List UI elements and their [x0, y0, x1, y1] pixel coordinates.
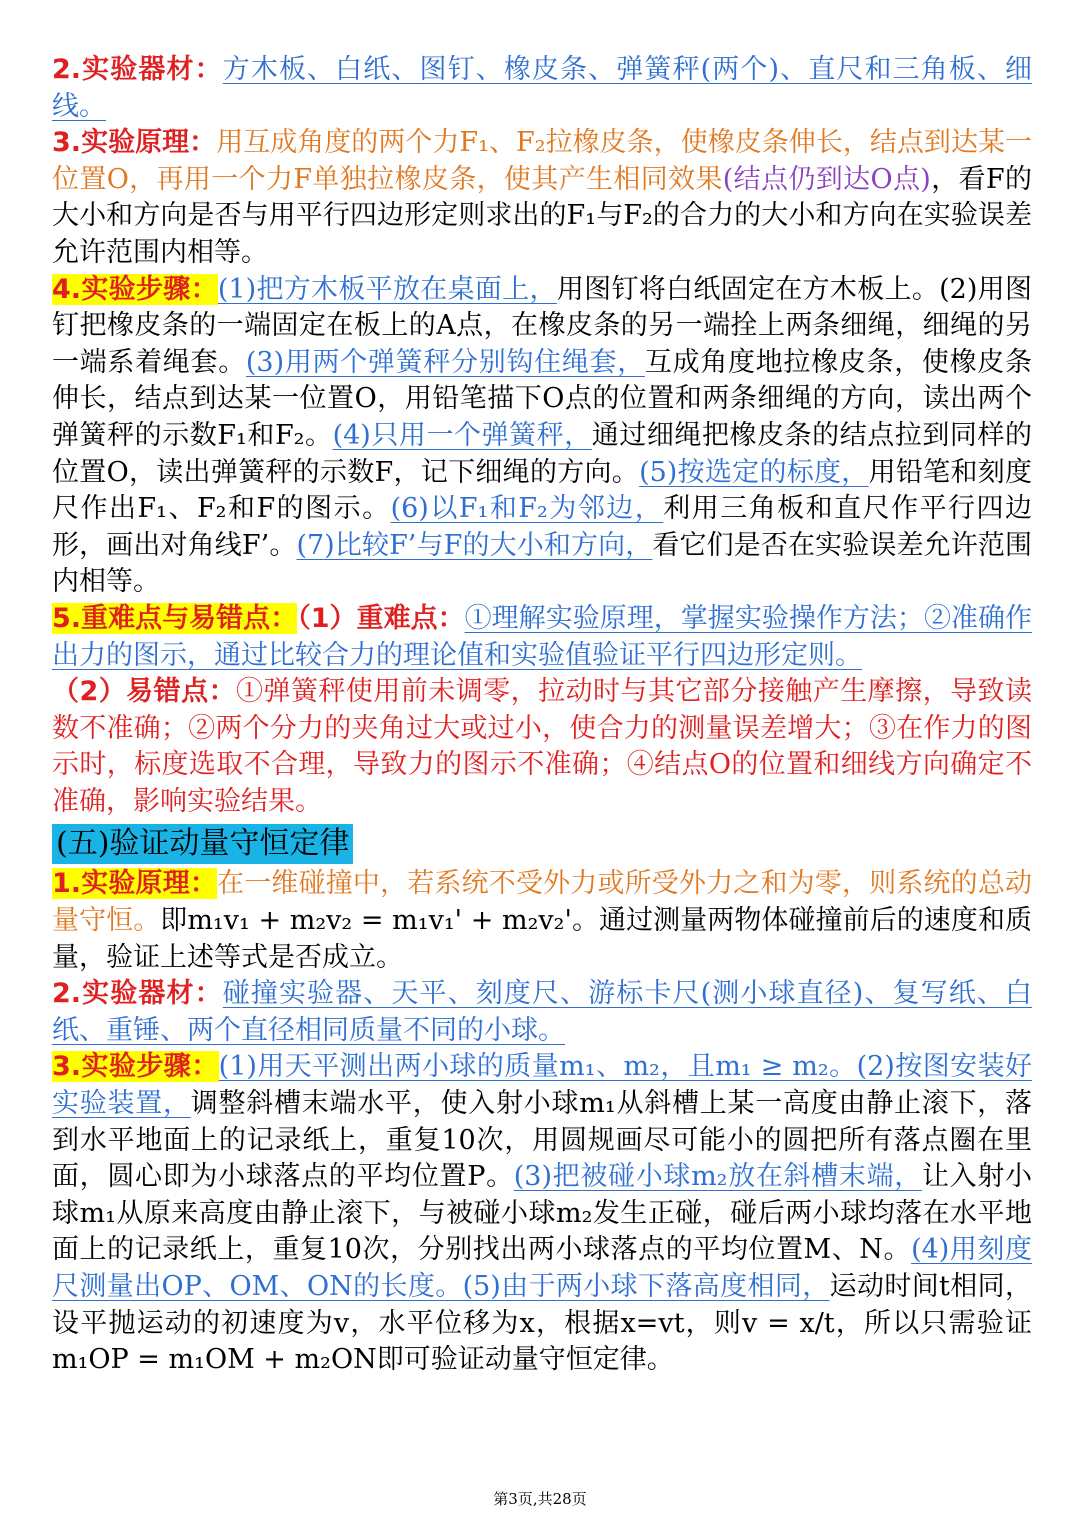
- momentum-step-5-text: 运动时间t相同，设平抛运动的初速度为v，水平位移为x，根据x=vt，则v = x/t，所以只需验证m₁OP = m₁OM + m₂ON即可验证动量守恒定律。: [52, 1271, 1032, 1376]
- momentum-principle-heading: 1.实验原理：: [52, 868, 218, 900]
- momentum-step-1-key: (1)用天平测出两小球的质量m₁、m₂，且m₁ ≥ m₂。(2)按图安装好实验装置，: [52, 1051, 1033, 1120]
- momentum-principle-a: 在一维碰撞中，若系统不受外力或所受外力之和为零，则系统的总动量守恒。: [52, 868, 1033, 937]
- page-footer: 第3页,共28页: [493, 1490, 587, 1508]
- principle-text-a: 用互成角度的两个力F₁、F₂拉橡皮条，使橡皮条伸长，结点到达某一位置O，再用一个力F单独拉橡皮条，使其产生相同效果: [52, 127, 1032, 195]
- step-4-text: 通过细绳把橡皮条的结点拉到同样的位置O，读出弹簧秤的示数F，记下细绳的方向。: [52, 419, 1032, 488]
- difficulties-text-1: ①理解实验原理，掌握实验操作方法；②准确作出力的图示，通过比较合力的理论值和实验值验证平行四边形定则。: [52, 602, 1033, 671]
- principle-heading: 3.实验原理：: [52, 127, 217, 159]
- errors-sub2: （2）易错点：: [52, 676, 237, 708]
- step-6-text: 利用三角板和直尺作平行四边形，画出对角线F’。: [52, 493, 1032, 561]
- errors-paragraph: [52, 674, 1032, 820]
- step-6-key: (6)以F₁和F₂为邻边，: [390, 493, 664, 525]
- equipment-heading: 2.实验器材：: [52, 54, 223, 85]
- momentum-step-3-text: 让入射小球m₁从原来高度由静止滚下，与被碰小球m₂发生正碰，碰后两小球均落在水平地面上的记录纸上，重复10次，分别找出两小球落点的平均位置M、N。: [52, 1161, 1033, 1266]
- principle-text-c: ，看F的大小和方向是否与用平行四边形定则求出的F₁与F₂的合力的大小和方向在实验误差允许范围内相等。: [52, 163, 1033, 268]
- momentum-step-4-key: (4)用刻度尺测量出OP、OM、ON的长度。(5)由于两小球下落高度相同，: [52, 1234, 1032, 1302]
- principle-text-b: (结点仍到达O点): [722, 163, 931, 195]
- step-5-key: (5)按选定的标度，: [639, 456, 869, 488]
- difficulties-heading: 5.重难点与易错点：: [52, 602, 298, 634]
- step-3-text: 互成角度地拉橡皮条，使橡皮条伸长，结点到达某一位置O，用铅笔描下O点的位置和两条细绳的方向，读出两个弹簧秤的示数F₁和F₂。: [52, 346, 1033, 451]
- momentum-equipment-paragraph: [52, 976, 1032, 1049]
- step-5-text: 用铅笔和刻度尺作出F₁、F₂和F的图示。: [52, 456, 1033, 525]
- momentum-step-2-text: 调整斜槽末端水平，使入射小球m₁从斜槽上某一高度由静止滚下，落到水平地面上的记录纸上，重复10次，用圆规画尽可能小的圆把所有落点圈在里面，圆心即为小球落点的平均位置P。: [52, 1088, 1032, 1193]
- difficulties-sub1: （1）重难点：: [297, 602, 465, 634]
- momentum-steps-paragraph: [52, 1049, 1032, 1378]
- difficulties-paragraph: [52, 601, 1032, 674]
- step-4-key: (4)只用一个弹簧秤，: [332, 419, 592, 451]
- momentum-principle-paragraph: [52, 866, 1032, 976]
- steps-paragraph: [52, 272, 1032, 601]
- step-1-key: (1)把方木板平放在桌面上，: [217, 273, 557, 305]
- section-title-momentum: (五)验证动量守恒定律: [52, 824, 353, 864]
- step-3-key: (3)用两个弹簧秤分别钩住绳套，: [245, 346, 645, 378]
- momentum-equipment-heading: 2.实验器材：: [52, 978, 223, 1010]
- document-page: [52, 52, 1032, 1379]
- momentum-steps-heading: 3.实验步骤：: [52, 1051, 219, 1083]
- step-7-key: (7)比较F’与F的大小和方向，: [296, 529, 653, 561]
- step-1-text: 用图钉将白纸固定在方木板上。(2)用图钉把橡皮条的一端固定在板上的A点，在橡皮条的另一端拴上两条细绳，细绳的另一端系着绳套。: [52, 273, 1032, 378]
- steps-heading: 4.实验步骤：: [52, 273, 218, 305]
- equipment-paragraph: [52, 52, 1032, 125]
- momentum-step-3-key: (3)把被碰小球m₂放在斜槽末端，: [513, 1161, 922, 1193]
- principle-paragraph: [52, 125, 1032, 271]
- momentum-principle-b: 即m₁v₁ + m₂v₂ = m₁v₁' + m₂v₂'。通过测量两物体碰撞前后的速度和质量，验证上述等式是否成立。: [52, 905, 1033, 973]
- errors-text: ①弹簧秤使用前未调零，拉动时与其它部分接触产生摩擦，导致读数不准确；②两个分力的夹角过大或过小，使合力的测量误差增大；③在作力的图示时，标度选取不合理，导致力的图示不准确；④结点O的位置和细线方向确定不准确，影响实验结果。: [52, 676, 1032, 817]
- equipment-list: 方木板、白纸、图钉、橡皮条、弹簧秤(两个)、直尺和三角板、细线。: [52, 54, 1032, 122]
- step-7-text: 看它们是否在实验误差允许范围内相等。: [52, 529, 1032, 598]
- momentum-equipment-list: 碰撞实验器、天平、刻度尺、游标卡尺(测小球直径)、复写纸、白纸、重锤、两个直径相同质量不同的小球。: [52, 978, 1032, 1046]
